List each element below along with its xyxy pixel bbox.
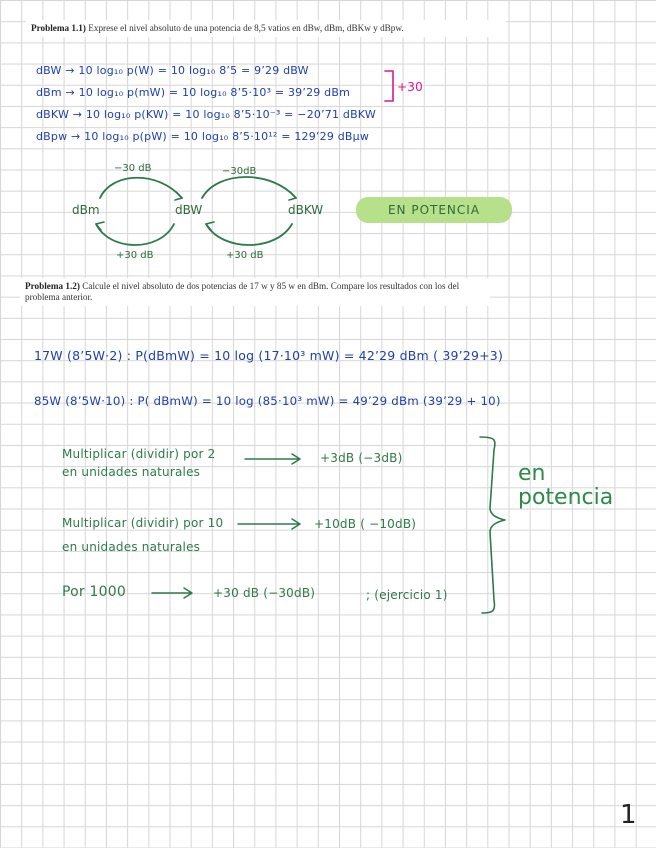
- node-dbkw: dBKW: [288, 203, 324, 217]
- magenta-bracket: [385, 71, 393, 101]
- right-brace: [480, 437, 505, 613]
- rule-by-2-result: +3dB (−3dB): [320, 451, 403, 465]
- arc-dbkw-to-dbw: [206, 224, 292, 245]
- arc-label-plus30-right: +30 dB: [226, 250, 264, 261]
- rule-by-2-line-b: en unidades naturales: [62, 465, 201, 479]
- rule-by-2-arrow: [245, 454, 300, 464]
- problem-1-1-text: Exprese el nivel absoluto de una potencia de 8,5 vatios en dBw, dBm, dBKw y dBpw.: [85, 23, 404, 33]
- side-note-word-potencia: potencia: [518, 485, 614, 510]
- rule-by-2-line-a: Multiplicar (dividir) por 2: [62, 447, 216, 461]
- dbpw-conversion-line: dBpw → 10 log₁₀ p(pW) = 10 log₁₀ 8’5·10¹² = 129’29 dBμw: [36, 130, 370, 143]
- rule-by-1000-arrow: [152, 588, 192, 598]
- arc-label-plus30-left: +30 dB: [116, 250, 154, 261]
- 85w-calculation-line: 85W (8’5W·10) : P( dBmW) = 10 log (85·10³ mW) = 49’29 dBm (39’29 + 10): [34, 394, 501, 408]
- rule-by-10-line-b: en unidades naturales: [62, 540, 201, 554]
- arc-label-minus30-left: −30 dB: [114, 163, 152, 174]
- arc-dbm-to-dbw: [100, 178, 182, 198]
- rule-by-1000-result: +30 dB (−30dB): [213, 586, 316, 600]
- node-dbm: dBm: [72, 203, 100, 217]
- problem-1-2-label: Problema 1.2): [25, 281, 80, 291]
- arc-label-minus30-right: −30dB: [222, 166, 257, 177]
- rule-by-10-line-a: Multiplicar (dividir) por 10: [62, 516, 224, 530]
- rule-by-10-result: +10dB ( −10dB): [314, 517, 417, 531]
- problem-1-2-text: Calcule el nivel absoluto de dos potencias de 17 w y 85 w en dBm. Compare los resultados con los del problema anterior.: [25, 281, 460, 302]
- rule-by-1000-note: ; (ejercicio 1): [366, 588, 448, 602]
- arc-dbw-to-dbkw: [202, 177, 296, 198]
- dbm-conversion-line: dBm → 10 log₁₀ p(mW) = 10 log₁₀ 8’5·10³ = 39’29 dBm: [36, 86, 351, 99]
- plus-30-note: +30: [397, 80, 423, 94]
- 17w-calculation-line: 17W (8’5W·2) : P(dBmW) = 10 log (17·10³ mW) = 42’29 dBm ( 39’29+3): [34, 348, 504, 363]
- rule-by-10-arrow: [238, 519, 300, 529]
- dbkw-conversion-line: dBKW → 10 log₁₀ p(KW) = 10 log₁₀ 8’5·10⁻³ = −20’71 dBKW: [36, 108, 376, 121]
- problem-1-1-label: Problema 1.1): [31, 23, 86, 33]
- page-number: 1: [620, 800, 637, 830]
- arc-dbw-to-dbm: [96, 224, 174, 245]
- dbw-conversion-line: dBW → 10 log₁₀ p(W) = 10 log₁₀ 8’5 = 9’29 dBW: [36, 64, 309, 77]
- rule-by-1000-label: Por 1000: [62, 584, 126, 600]
- side-note-word-en: en: [518, 461, 546, 486]
- node-dbw: dBW: [175, 203, 203, 217]
- en-potencia-highlight: EN POTENCIA: [356, 197, 512, 223]
